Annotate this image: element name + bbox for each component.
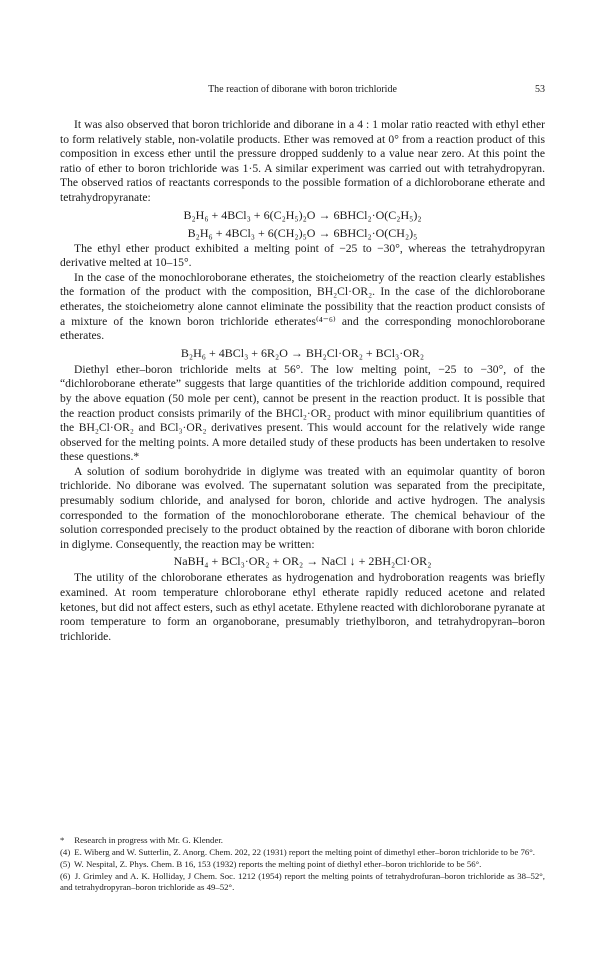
paragraph-5: A solution of sodium borohydride in diglyme was treated with an equimolar quantity of boron trichloride. No diborane was evolved. The supernatant solution was separated from the precipitate, presumably sodium chloride, and analysed for boron, chloride and active hydrogen. The analysis corresponded to the formation of the monochloroborane etherate. The chemical behaviour of the solution corresponded precisely to the product obtained by the reaction of diborane with boron chloride in diglyme. Consequently, the reaction may be written: [60,464,545,551]
running-title: The reaction of diborane with boron trichloride [208,84,397,95]
paragraph-1: It was also observed that boron trichloride and diborane in a 4 : 1 molar ratio reacted with ethyl ether to form relatively stable, non-volatile products. Ether was removed at 0° from a reaction product of this composition in excess ether until the pressure dropped suddenly to a value near zero. At this point the ratio of ether to boron trichloride was 1·5. A similar experiment was carried out with tetrahydropyran. The observed ratios of reactants corresponds to the possible formation of a dichloroborane etherate and tetrahydropyranate: [60,118,545,204]
footnote-text: E. Wiberg and W. Sutterlin, Z. Anorg. Chem. 202, 22 (1931) report the melting point of dimethyl ether–boron trichloride to be 76°. [74,847,535,857]
page-number: 53 [535,84,545,95]
footnote [60,871,545,893]
equation-4: NaBH₄ + BCl₃·OR₂ + OR₂ → NaCl ↓ + 2BH₂Cl·OR₂ [173,554,432,569]
footnote [60,847,545,858]
running-head [60,83,545,97]
article-body [60,118,545,644]
footnote [60,859,545,870]
paragraph-2: The ethyl ether product exhibited a melting point of −25 to −30°, whereas the tetrahydropyran derivative melted at 10–15°. [60,241,545,270]
footnote-text: W. Nespital, Z. Phys. Chem. B 16, 153 (1932) reports the melting point of diethyl ether–boron trichloride to be 56°. [74,859,482,869]
footnote-mark: (6) [60,871,71,881]
paragraph-4: Diethyl ether–boron trichloride melts at 56°. The low melting point, −25 to −30°, of the “dichloroborane etherate” suggests that large quantities of the trichloride addition compound, required by the above equation (50 mole per cent), cannot be present in the reaction product. It is possible that the reaction product consists primarily of the BHCl₂·OR₂ product with minor equilibrium quantities of the BH₂Cl·OR₂ and BCl₃·OR₂ derivatives present. This would account for the relatively wide range observed for the melting points. A more detailed study of these products has been undertaken to resolve these questions.* [60,362,545,464]
footnote-text: Research in progress with Mr. G. Klender. [74,835,223,845]
equation-3: B₂H₆ + 4BCl₃ + 6R₂O → BH₂Cl·OR₂ + BCl₃·OR₂ [180,345,425,360]
equation-2: B₂H₆ + 4BCl₃ + 6(CH₂)₅O → 6BHCl₂·O(CH₂)₅ [187,225,418,240]
footnote-mark: (4) [60,847,71,857]
footnote-text: J. Grimley and A. K. Holliday, J Chem. Soc. 1212 (1954) report the melting points of tetrahydrofuran–boron trichloride as 38–52°, and tetrahydropyran–boron trichloride as 49–52°. [60,871,545,892]
paragraph-3: In the case of the monochloroborane etherates, the stoicheiometry of the reaction clearly establishes the formation of the product with the composition, BH₂Cl·OR₂. In the case of the dichloroborane etherates, the stoicheiometry alone cannot eliminate the possibility that the reaction product consists of a mixture of the known boron trichloride etherates⁽⁴⁻⁶⁾ and the corresponding monochloroborane etherates. [60,270,545,343]
footnote-mark: * [60,835,65,845]
footnote [60,835,545,846]
paragraph-6: The utility of the chloroborane etherates as hydrogenation and hydroboration reagents was briefly examined. At room temperature chloroborane ethyl etherate rapidly reduced acetone and related ketones, but did not affect esters, such as ethyl acetate. Ethylene reacted with dichloroborane pyranate at room temperature to form an organoborane, presumably triethylboron, and tetrahydropyran–boron trichloride. [60,571,545,643]
equation-1: B₂H₆ + 4BCl₃ + 6(C₂H₅)₂O → 6BHCl₂·O(C₂H₅)₂ [183,207,422,222]
footnotes [60,835,545,894]
footnote-mark: (5) [60,859,71,869]
